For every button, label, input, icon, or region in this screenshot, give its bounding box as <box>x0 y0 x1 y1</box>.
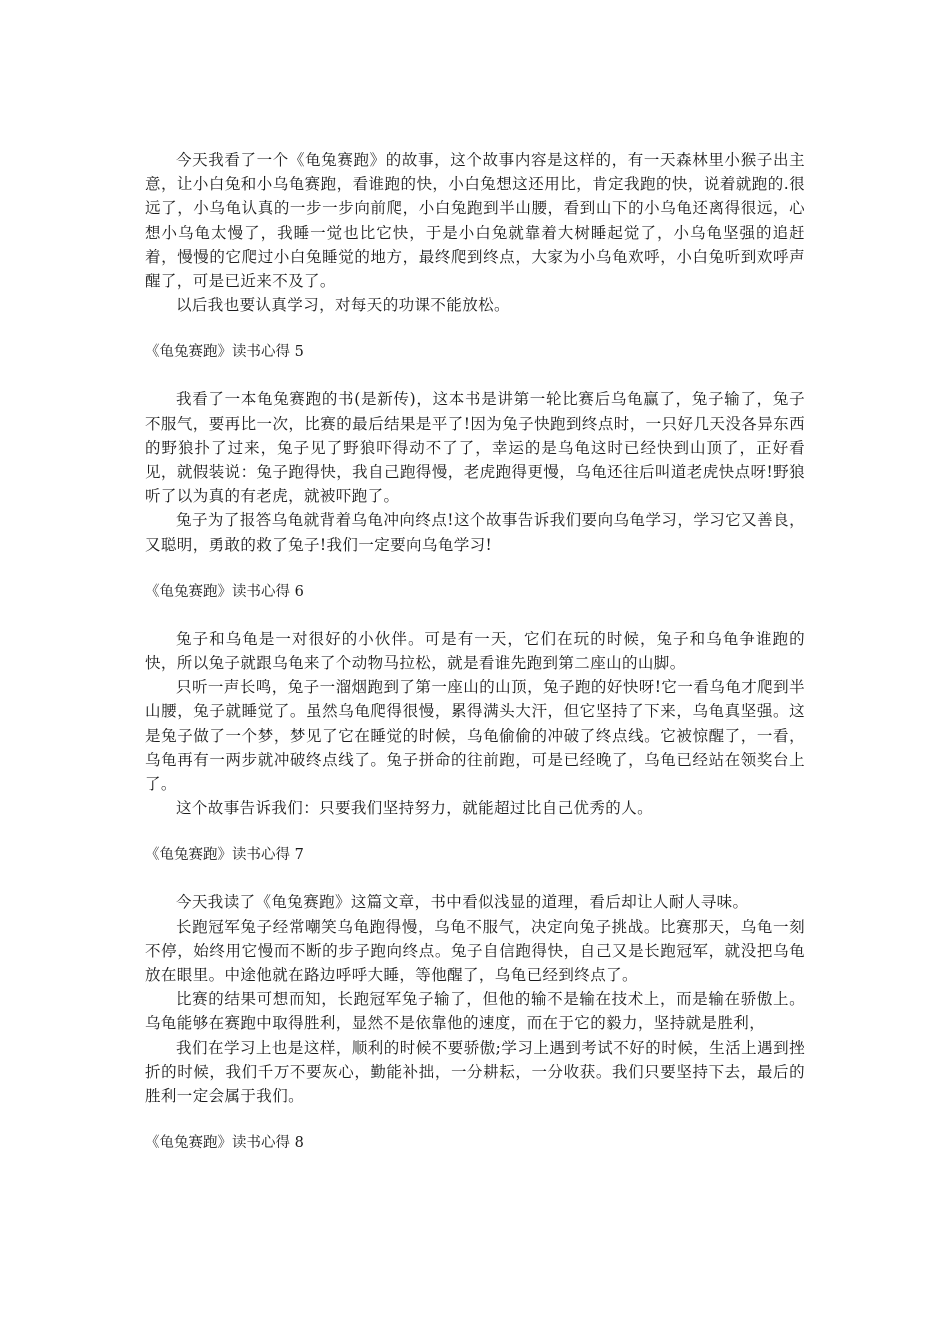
paragraph: 这个故事告诉我们：只要我们坚持努力，就能超过比自己优秀的人。 <box>176 799 654 818</box>
section-heading: 《龟兔赛跑》读书心得 7 <box>145 847 304 864</box>
paragraph: 我看了一本龟兔赛跑的书(是新传)，这本书是讲第一轮比赛后乌龟赢了，兔子输了，兔子不服气，要再比一次，比赛的最后结果是平了!因为兔子快跑到终点时，一只好几天没各异东西的野狼扑了过来，兔子见了野狼吓得动不了了，幸运的是乌龟这时已经快到山顶了，正好看见，就假装说：兔子跑得快，我自己跑得慢，老虎跑得更慢，乌龟还往后叫道老虎快点呀!野狼听了以为真的有老虎，就被吓跑了。 <box>145 390 805 506</box>
paragraph: 只听一声长鸣，兔子一溜烟跑到了第一座山的山顶，兔子跑的好快呀!它一看乌龟才爬到半山腰，兔子就睡觉了。虽然乌龟爬得很慢，累得满头大汗，但它坚持了下来，乌龟真坚强。这是兔子做了一个梦，梦见了它在睡觉的时候，乌龟偷偷的冲破了终点线。它被惊醒了，一看，乌龟再有一两步就冲破终点线了。兔子拼命的往前跑，可是已经晚了，乌龟已经站在领奖台上了。 <box>145 678 805 794</box>
intro-section <box>145 148 805 317</box>
paragraph: 今天我看了一个《龟兔赛跑》的故事，这个故事内容是这样的，有一天森林里小猴子出主意，让小白兔和小乌龟赛跑，看谁跑的快，小白兔想这还用比，肯定我跑的快，说着就跑的.很远了，小乌龟认真的一步一步向前爬，小白兔跑到半山腰，看到山下的小乌龟还离得很远，心想小乌龟太慢了，我睡一觉也比它快，于是小白兔就靠着大树睡起觉了，小乌龟坚强的追赶着，慢慢的它爬过小白兔睡觉的地方，最终爬到终点，大家为小乌龟欢呼，小白兔听到欢呼声醒了，可是已近来不及了。 <box>145 151 805 291</box>
paragraph: 比赛的结果可想而知，长跑冠军兔子输了，但他的输不是输在技术上，而是输在骄傲上。乌龟能够在赛跑中取得胜利，显然不是依靠他的速度，而在于它的毅力，坚持就是胜利， <box>145 990 805 1033</box>
section-heading: 《龟兔赛跑》读书心得 6 <box>145 583 304 600</box>
section-8 <box>145 1108 805 1155</box>
paragraph: 长跑冠军兔子经常嘲笑乌龟跑得慢，乌龟不服气，决定向兔子挑战。比赛那天，乌龟一刻不停，始终用它慢而不断的步子跑向终点。兔子自信跑得快，自己又是长跑冠军，就没把乌龟放在眼里。中途他就在路边呼呼大睡，等他醒了，乌龟已经到终点了。 <box>145 917 805 985</box>
paragraph: 兔子和乌龟是一对很好的小伙伴。可是有一天，它们在玩的时候，兔子和乌龟争谁跑的快，所以兔子就跟乌龟来了个动物马拉松，就是看谁先跑到第二座山的山脚。 <box>145 629 805 673</box>
paragraph: 以后我也要认真学习，对每天的功课不能放松。 <box>176 296 510 315</box>
section-6 <box>145 557 805 821</box>
paragraph: 今天我读了《龟兔赛跑》这篇文章，书中看似浅显的道理，看后却让人耐人寻味。 <box>176 893 749 912</box>
paragraph: 我们在学习上也是这样，顺利的时候不要骄傲;学习上遇到考试不好的时候，生活上遇到挫折的时候，我们千万不要灰心，勤能补拙，一分耕耘，一分收获。我们只要坚持下去，最后的胜利一定会属于我们。 <box>145 1038 805 1106</box>
section-5 <box>145 317 805 556</box>
section-heading: 《龟兔赛跑》读书心得 5 <box>145 344 304 361</box>
document-page <box>145 148 805 1155</box>
section-7 <box>145 820 805 1108</box>
section-heading: 《龟兔赛跑》读书心得 8 <box>145 1135 304 1152</box>
paragraph: 兔子为了报答乌龟就背着乌龟冲向终点!这个故事告诉我们要向乌龟学习，学习它又善良，又聪明，勇敢的救了兔子!我们一定要向乌龟学习! <box>145 511 805 554</box>
